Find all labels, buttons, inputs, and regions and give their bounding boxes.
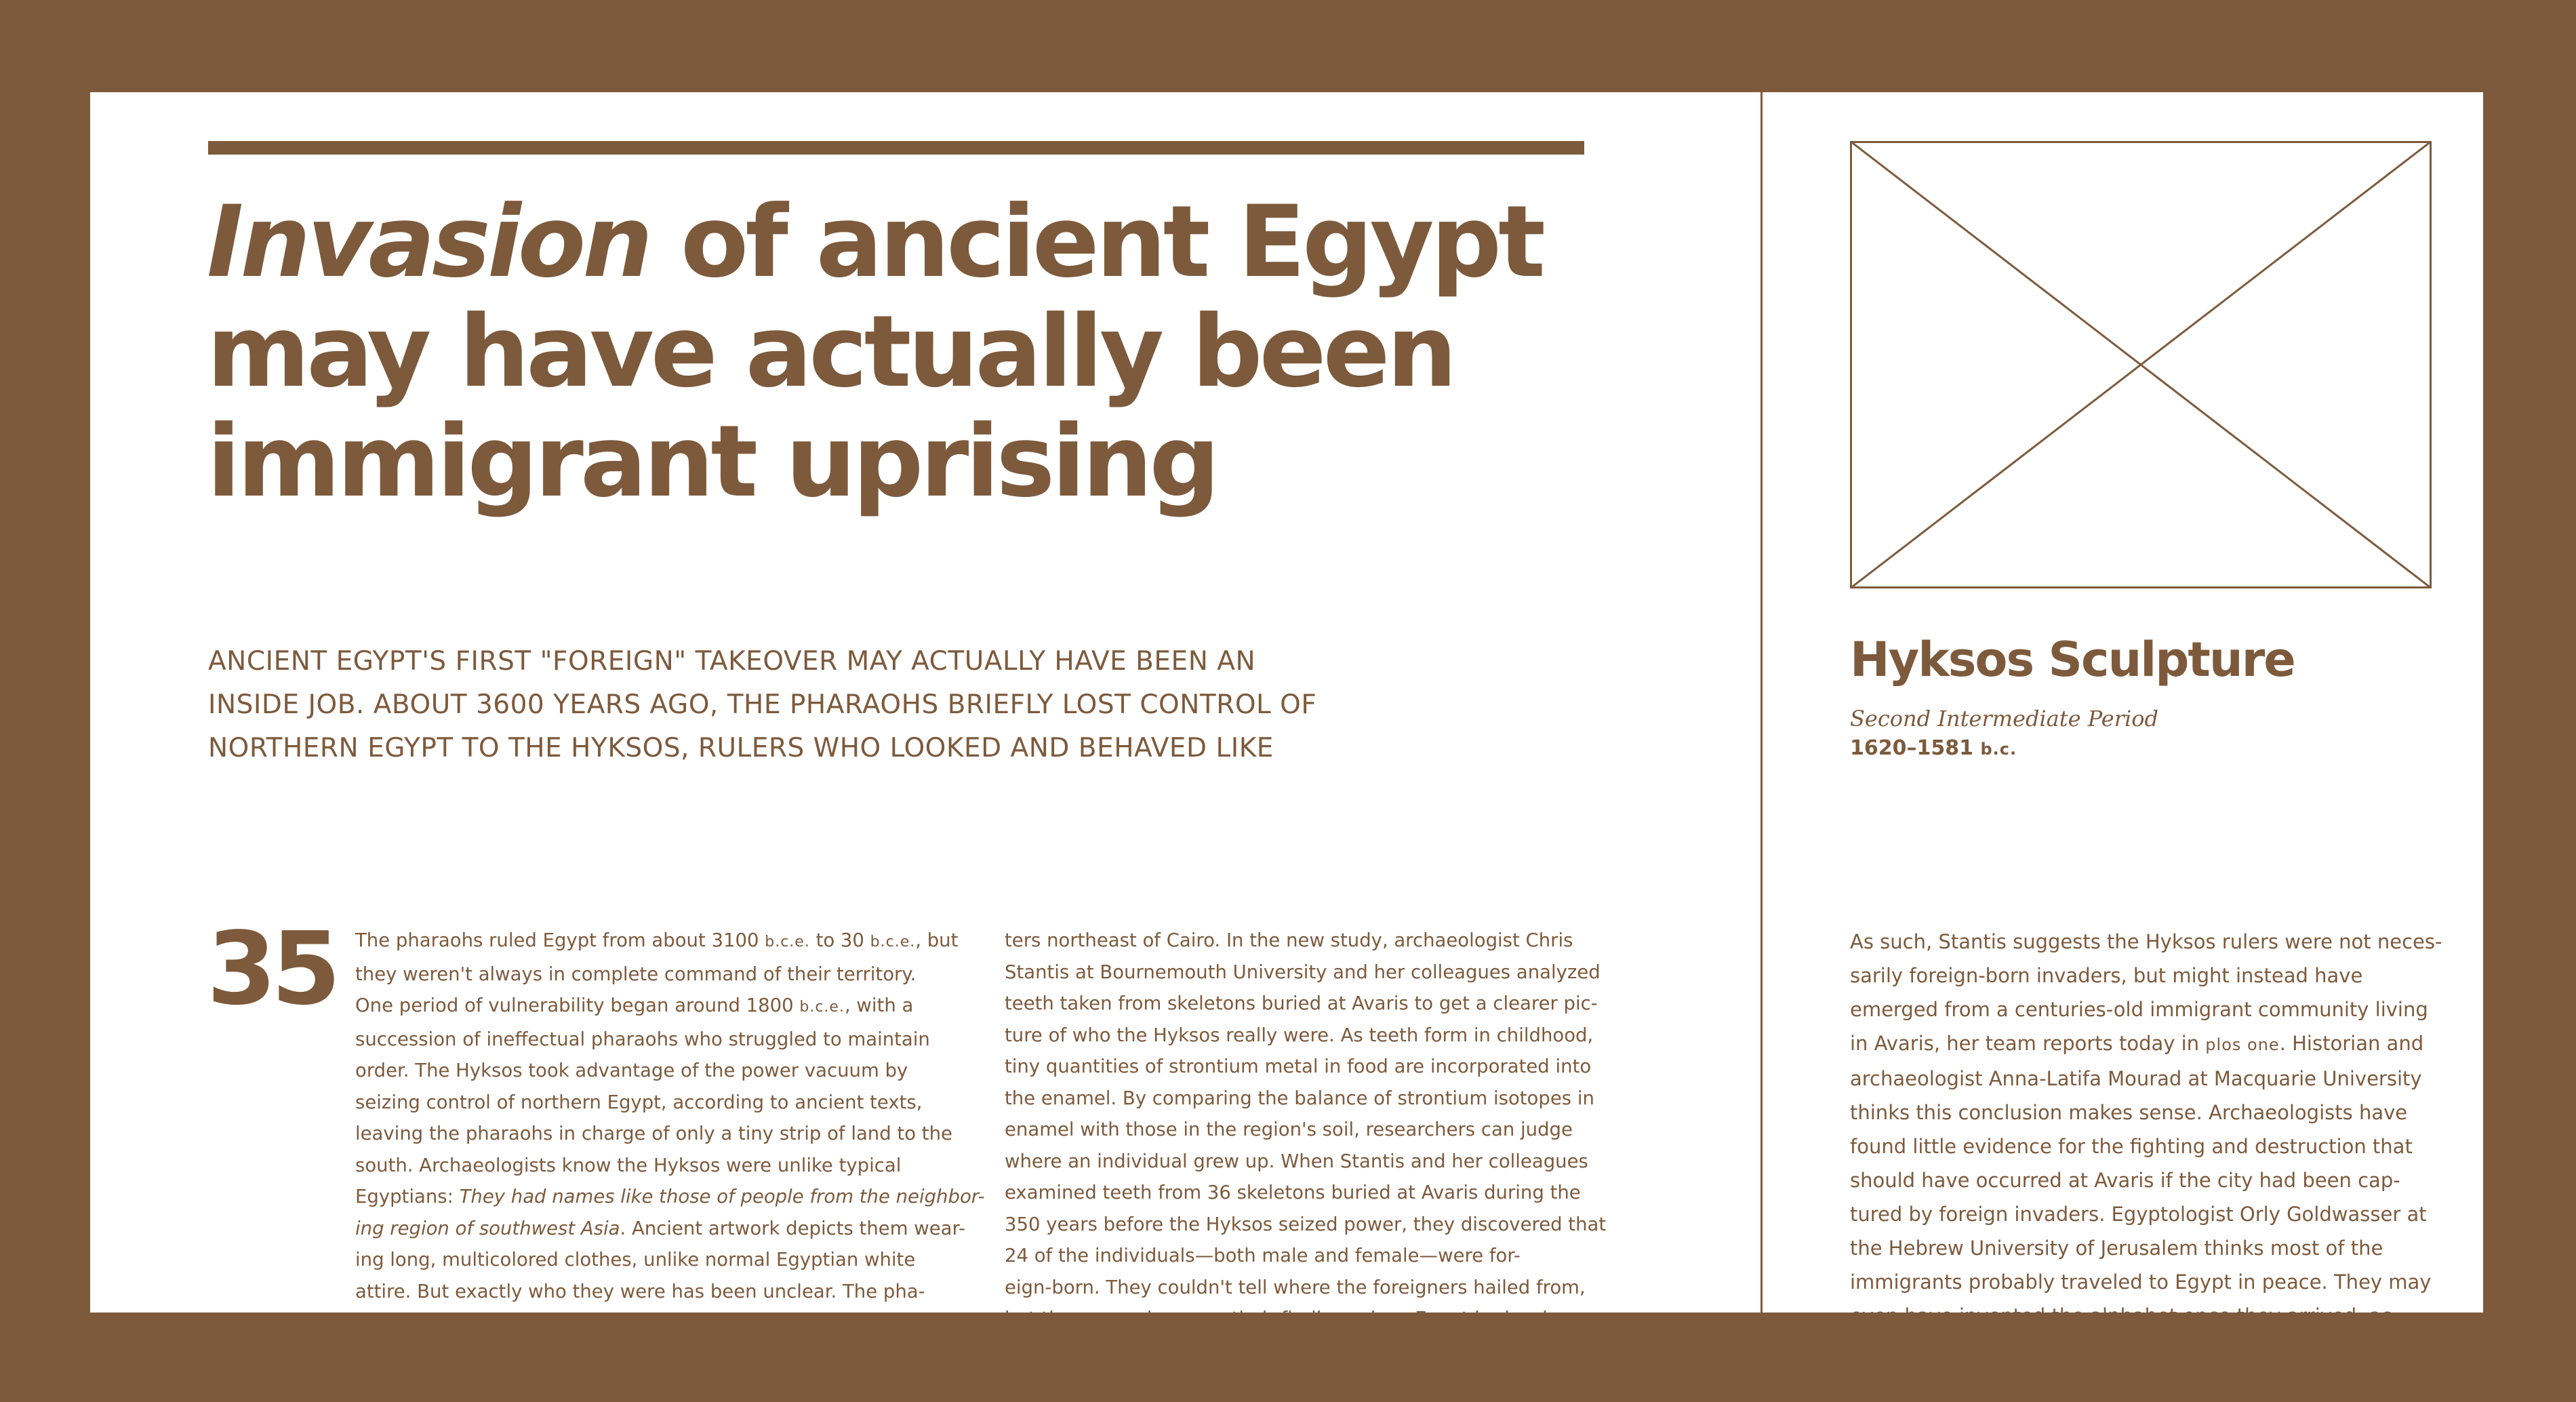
body-line: 350 years before the Hyksos seized power, they discovered that: [1005, 1213, 1607, 1235]
text: , with a: [844, 995, 914, 1016]
text: Egyptians:: [355, 1186, 460, 1207]
body-line: immigrants probably traveled to Egypt in peace. They may: [1850, 1270, 2432, 1294]
era-abbrev: b.c.: [1980, 740, 2017, 759]
body-line: As such, Stantis suggests the Hyksos rulers were not neces-: [1850, 930, 2442, 953]
body-line: eign-born. They couldn't tell where the foreigners hailed from,: [1005, 1276, 1586, 1298]
italic-text: ing region of southwest Asia: [355, 1217, 620, 1239]
headline-line2: may have actually been: [207, 294, 1454, 409]
body-line: [355, 1213, 999, 1245]
era-abbrev: b.c.e.: [765, 934, 810, 950]
body-line: attire. But exactly who they were has been unclear. The pha-: [355, 1280, 925, 1302]
body-line: order. The Hyksos took advantage of the power vacuum by: [355, 1060, 908, 1081]
page-number: 35: [207, 910, 336, 1027]
body-line: ture of who the Hyksos really were. As teeth form in childhood,: [1005, 1024, 1594, 1046]
body-line: plained by the failings of the pharaohs to control the area: [1850, 1372, 2419, 1395]
body-line: [1850, 1026, 2447, 1062]
deck-line3: NORTHERN EGYPT TO THE HYKSOS, RULERS WHO LOOKED AND BEHAVED LIKE: [208, 733, 1274, 763]
text: to 30: [809, 929, 870, 951]
headline-line1-rest: of ancient Egypt: [649, 184, 1542, 300]
body-line: the Hebrew University of Jerusalem thinks most of the: [1850, 1237, 2383, 1260]
deck: [208, 640, 1496, 770]
body-line: raohs later claimed the Hyksos were foreign invaders who took: [355, 1312, 945, 1334]
body-line: enamel with those in the region's soil, researchers can judge: [1005, 1119, 1573, 1140]
body-line: tiny quantities of strontium metal in food are incorporated into: [1005, 1056, 1592, 1077]
body-line: ters northeast of Cairo. In the new study, archaeologist Chris: [1005, 929, 1573, 951]
body-line: succession of ineffectual pharaohs who struggled to maintain: [355, 1028, 930, 1050]
sidebar-dates: [1850, 734, 2017, 764]
body-line: where an individual grew up. When Stantis and her colleagues: [1005, 1150, 1588, 1172]
body-line: but the researchers say their findings show Egypt had wel-: [1005, 1308, 1554, 1329]
headline-rule: [208, 141, 1584, 155]
text: . Historian and: [2279, 1032, 2424, 1055]
body-line: teeth taken from skeletons buried at Avaris to get a clearer pic-: [1005, 993, 1598, 1014]
body-line: even have invented the alphabet once they arrived, ac-: [1850, 1304, 2399, 1327]
body-line: some historians and biologists also doubted Egyptian: [355, 1375, 854, 1397]
body-line: ing long, multicolored clothes, unlike normal Egyptian white: [355, 1249, 916, 1270]
body-line: came to power. Data from the teeth of a further sample buried: [1005, 1371, 1591, 1393]
body-line: the enamel. By comparing the balance of strontium isotopes in: [1005, 1087, 1594, 1109]
body-line: they weren't always in complete command of their territory.: [355, 963, 917, 985]
body-column-2: [1005, 925, 1649, 1398]
era-abbrev: b.c.e.: [870, 934, 916, 950]
sidebar-period: Second Intermediate Period: [1850, 706, 2159, 732]
body-line: leaving the pharaohs in charge of only a tiny strip of land to the: [355, 1123, 952, 1144]
body-line: comed immigrants for hundreds of years before the Hyksos: [1005, 1339, 1562, 1361]
headline: [207, 184, 1630, 519]
body-line: emerged from a centuries-old immigrant community living: [1850, 998, 2428, 1021]
text: The pharaohs ruled Egypt from about 3100: [355, 929, 765, 951]
headline-italic-word: Invasion: [207, 184, 650, 300]
body-line: examined teeth from 36 skeletons buried at Avaris during the: [1005, 1182, 1581, 1203]
body-line: northern Egypt by force and brought disorder and chaos. But: [355, 1343, 925, 1365]
body-line: [355, 1181, 999, 1213]
body-line: south. Archaeologists know the Hyksos were unlike typical: [355, 1154, 902, 1176]
text: One period of vulnerability began around 1800: [355, 995, 800, 1016]
deck-line2: INSIDE JOB. ABOUT 3600 YEARS AGO, THE PHARAOHS BRIEFLY LOST CONTROL OF: [208, 689, 1317, 720]
body-line: Stantis at Bournemouth University and her colleagues analyzed: [1005, 961, 1601, 983]
headline-line3: immigrant uprising: [207, 404, 1217, 519]
text: . Ancient artwork depicts them wear-: [620, 1217, 965, 1239]
era-abbrev: b.c.e.: [799, 999, 845, 1016]
image-placeholder-icon: [1850, 141, 2432, 588]
text: , but: [915, 929, 959, 951]
deck-line1: ANCIENT EGYPT'S FIRST "FOREIGN" TAKEOVER MAY ACTUALLY HAVE BEEN AN: [208, 646, 1256, 677]
body-line: tured by foreign invaders. Egyptologist Orly Goldwasser at: [1850, 1203, 2427, 1226]
sidebar-title: Hyksos Sculpture: [1850, 632, 2295, 687]
journal-name: plos one: [2205, 1035, 2280, 1054]
body-column-1: [355, 925, 999, 1402]
body-line: found little evidence for the fighting and destruction that: [1850, 1135, 2413, 1158]
body-line: 24 of the individuals—both male and female—were for-: [1005, 1245, 1521, 1266]
body-line: seizing control of northern Egypt, according to ancient texts,: [355, 1091, 923, 1113]
body-line: [355, 925, 999, 959]
body-line: [355, 990, 999, 1024]
date-range: 1620–1581: [1850, 736, 1981, 760]
text: in Avaris, her team reports today in: [1850, 1032, 2206, 1055]
body-line: sarily foreign-born invaders, but might instead have: [1850, 964, 2363, 987]
sidebar-body: [1850, 925, 2447, 1401]
body-line: thinks this conclusion makes sense. Archaeologists have: [1850, 1101, 2408, 1124]
italic-text: They had names like those of people from the neighbor-: [459, 1186, 985, 1207]
body-line: archaeologist Anna-Latifa Mourad at Macquarie University: [1850, 1067, 2422, 1090]
body-line: cording to her research. Their rise to power is probably ex-: [1850, 1338, 2429, 1361]
body-line: should have occurred at Avaris if the city had been cap-: [1850, 1169, 2400, 1192]
column-divider: [1760, 92, 1763, 1313]
article-page: [90, 92, 2483, 1397]
